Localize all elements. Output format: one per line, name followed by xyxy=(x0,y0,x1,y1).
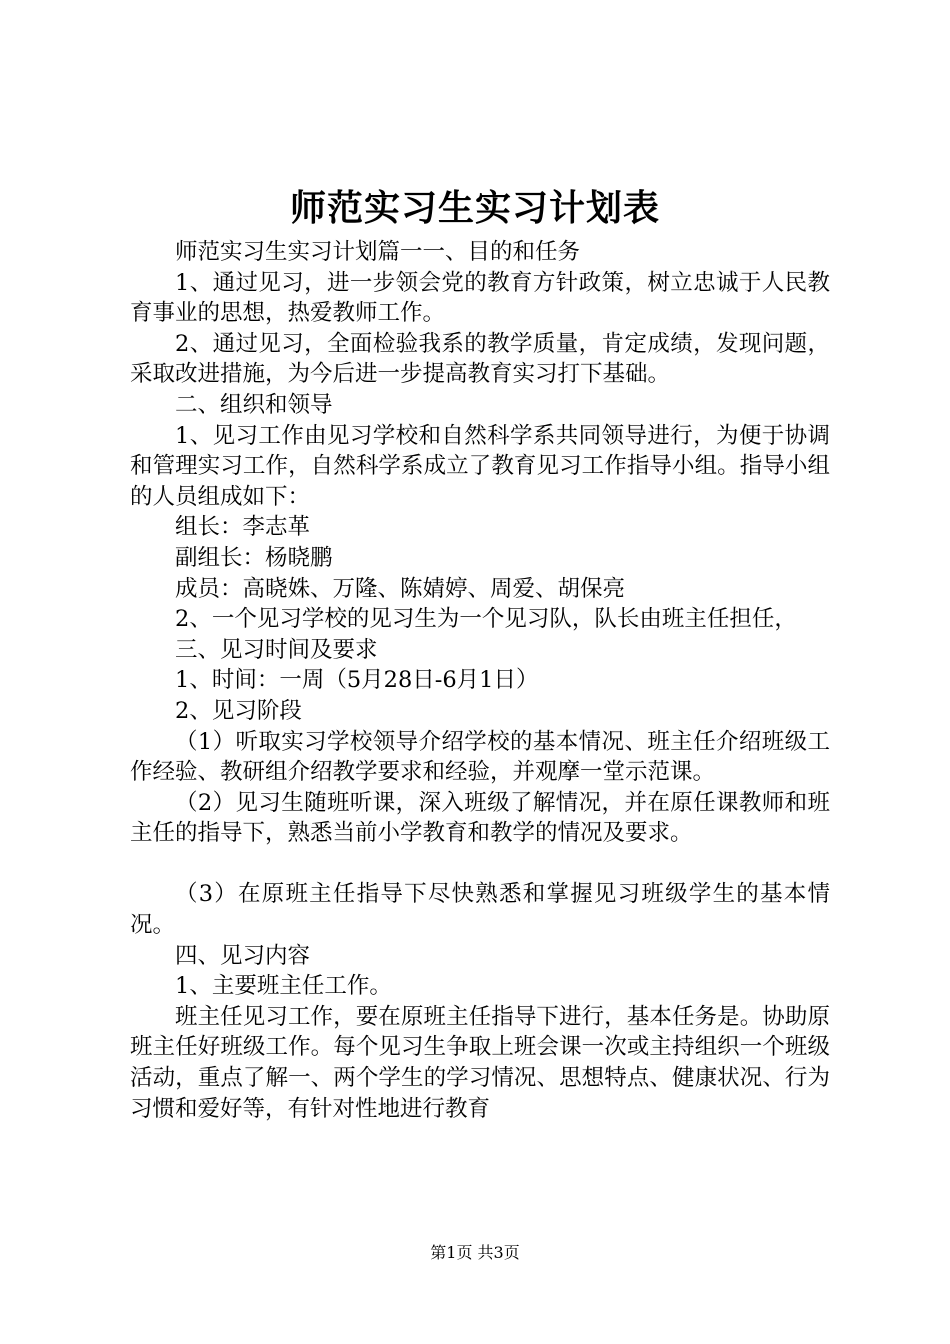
paragraph-intro: 师范实习生实习计划篇一一、目的和任务 xyxy=(175,239,581,265)
paragraph-goal-2: 2、通过见习，全面检验我系的教学质量，肯定成绩，发现问题，采取改进措施，为今后进一步提高教育实习打下基础。 xyxy=(130,330,830,388)
paragraph-stage: 2、见习阶段 xyxy=(175,697,302,724)
paragraph-stage-3: （3）在原班主任指导下尽快熟悉和掌握见习班级学生的基本情况。 xyxy=(130,881,830,939)
section-heading-time: 三、见习时间及要求 xyxy=(175,636,378,663)
paragraph-deputy-leader: 副组长：杨晓鹏 xyxy=(175,544,333,571)
section-heading-organization: 二、组织和领导 xyxy=(175,391,333,418)
document-title: 师范实习生实习计划表 xyxy=(289,187,660,229)
paragraph-time: 1、时间：一周（5月28日-6月1日） xyxy=(175,667,539,694)
page-footer: 第1页 共3页 xyxy=(430,1243,520,1262)
paragraph-stage-2: （2）见习生随班听课，深入班级了解情况，并在原任课教师和班主任的指导下，熟悉当前小学教育和教学的情况及要求。 xyxy=(130,789,830,847)
paragraph-team-leader: 组长：李志革 xyxy=(175,514,311,541)
paragraph-content-detail: 班主任见习工作，要在原班主任指导下进行，基本任务是。协助原班主任好班级工作。每个见习生争取上班会课一次或主持组织一个班级活动，重点了解一、两个学生的学习情况、思想特点、健康状况、行为习惯和爱好等，有针对性地进行教育 xyxy=(130,1003,830,1122)
paragraph-organization-2: 2、一个见习学校的见习生为一个见习队，队长由班主任担任， xyxy=(175,606,797,633)
paragraph-members: 成员：高晓姝、万隆、陈婧婷、周爱、胡保亮 xyxy=(175,575,626,602)
paragraph-stage-1: （1）听取实习学校领导介绍学校的基本情况、班主任介绍班级工作经验、教研组介绍教学要求和经验，并观摩一堂示范课。 xyxy=(130,728,830,786)
section-heading-content: 四、见习内容 xyxy=(175,942,311,969)
paragraph-organization-1: 1、见习工作由见习学校和自然科学系共同领导进行，为便于协调和管理实习工作，自然科学系成立了教育见习工作指导小组。指导小组的人员组成如下： xyxy=(130,422,830,510)
paragraph-goal-1: 1、通过见习，进一步领会党的教育方针政策，树立忠诚于人民教育事业的思想，热爱教师工作。 xyxy=(130,269,830,327)
paragraph-content-1: 1、主要班主任工作。 xyxy=(175,973,392,1000)
document-body xyxy=(130,237,830,1124)
